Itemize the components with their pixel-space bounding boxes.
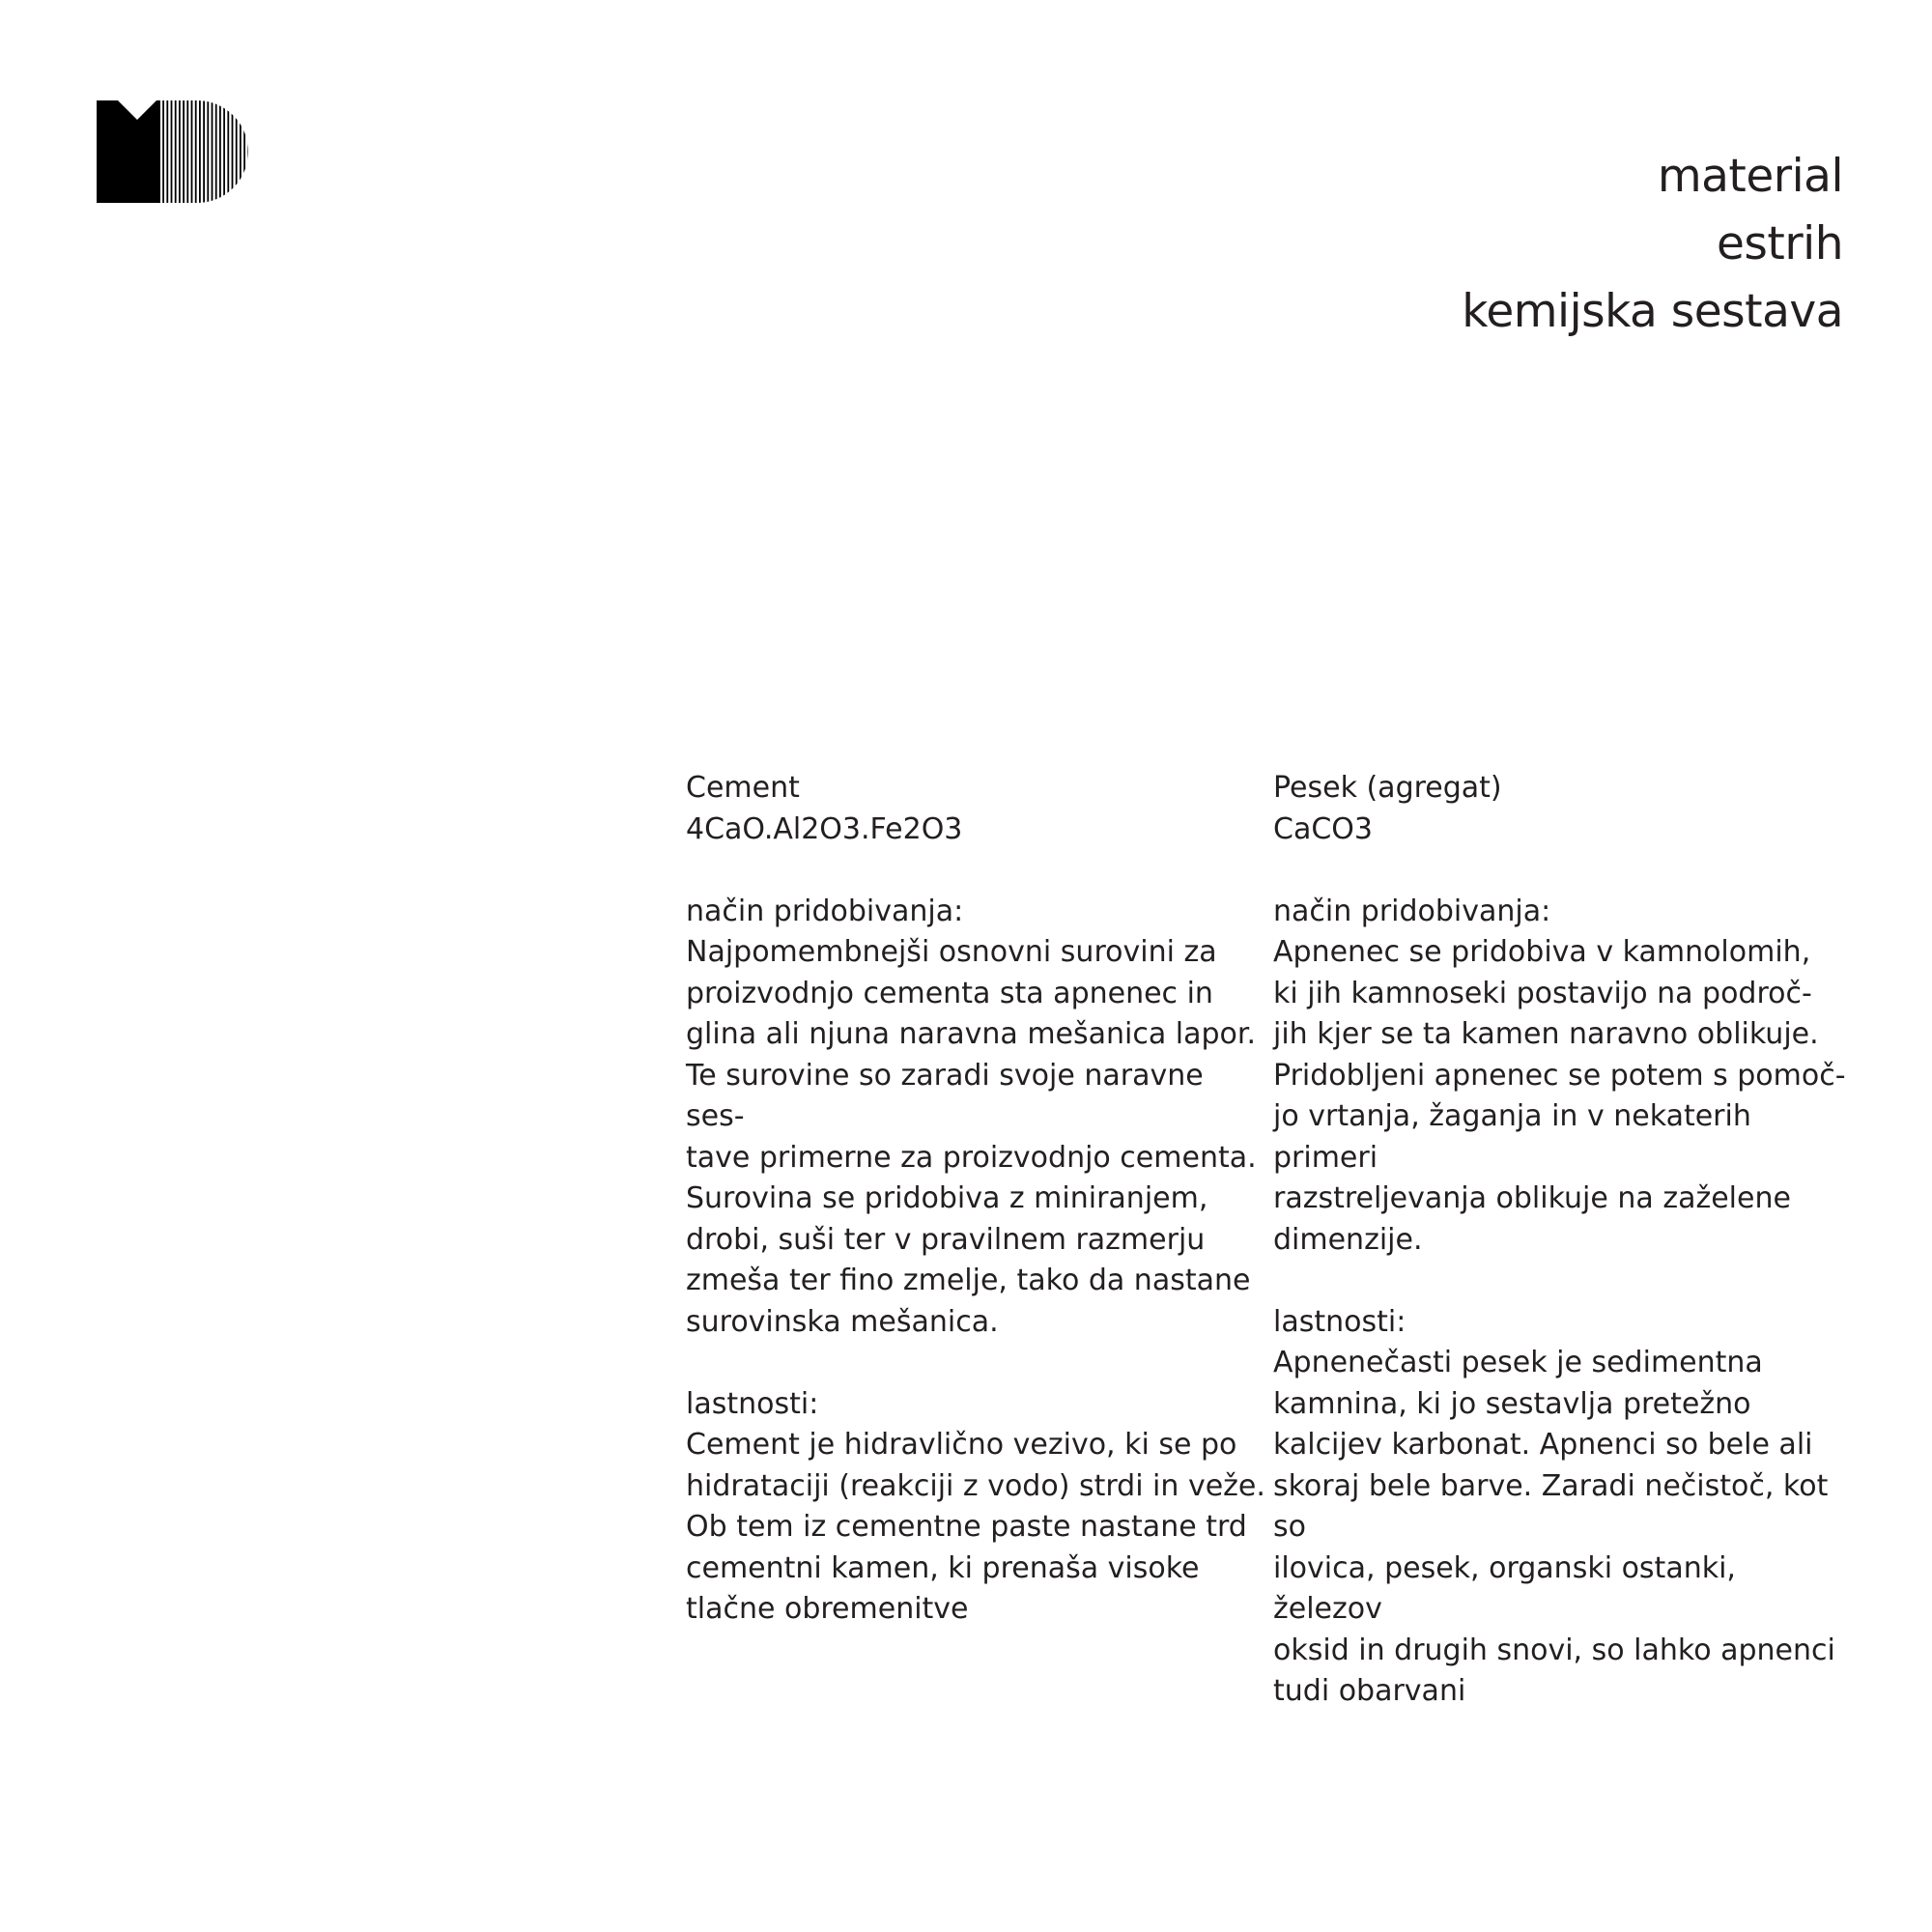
cement-title: Cement — [686, 771, 800, 805]
sand-formula: CaCO3 — [1273, 811, 1373, 846]
cement-formula: 4CaO.Al2O3.Fe2O3 — [686, 811, 963, 846]
cement-properties-label: lastnosti: — [686, 1386, 819, 1421]
cement-column — [686, 768, 1265, 1631]
page-heading — [1462, 143, 1843, 346]
heading-line-estrih: estrih — [1716, 217, 1843, 270]
cement-method-text: Najpomembnejši osnovni surovini za proizvodnjo cementa sta apnenec in glina ali njuna naravna mešanica lapor. Te surovine so zaradi svoje naravne ses- tave primerne za proizvodnjo cementa. Surovina se pridobiva z miniranjem, drobi, suši ter v pravilnem razmerju zmeša ter fino zmelje, tako da nastane surovinska mešanica. — [686, 935, 1257, 1339]
sand-properties-text: Apnenečasti pesek je sedimentna kamnina, ki jo sestavlja pretežno kalcijev karbonat. Apnenci so bele ali skoraj bele barve. Zaradi nečistoč, kot so ilovica, pesek, organski ostanki, železov oksid in drugih snovi, so lahko apnenci tudi obarvani — [1273, 1346, 1835, 1708]
sand-column — [1273, 768, 1853, 1713]
md-logo-icon — [97, 100, 261, 203]
cement-method-label: način pridobivanja: — [686, 894, 964, 928]
sand-properties-label: lastnosti: — [1273, 1304, 1406, 1339]
sand-method-label: način pridobivanja: — [1273, 894, 1551, 928]
sand-title: Pesek (agregat) — [1273, 771, 1502, 805]
sand-method-text: Apnenec se pridobiva v kamnolomih, ki jih kamnoseki postavijo na področ- jih kjer se ta kamen naravno oblikuje. Pridobljeni apnenec se potem s pomoč- jo vrtanja, žaganja in v nekaterih primeri razstreljevanja oblikuje na zaželene dimenzije. — [1273, 935, 1846, 1257]
heading-line-material: material — [1657, 150, 1843, 203]
heading-line-kemijska-sestava: kemijska sestava — [1462, 285, 1843, 338]
cement-properties-text: Cement je hidravlično vezivo, ki se po hidrataciji (reakciji z vodo) strdi in veže. Ob tem iz cementne paste nastane trd cementni kamen, ki prenaša visoke tlačne obremenitve — [686, 1428, 1265, 1626]
